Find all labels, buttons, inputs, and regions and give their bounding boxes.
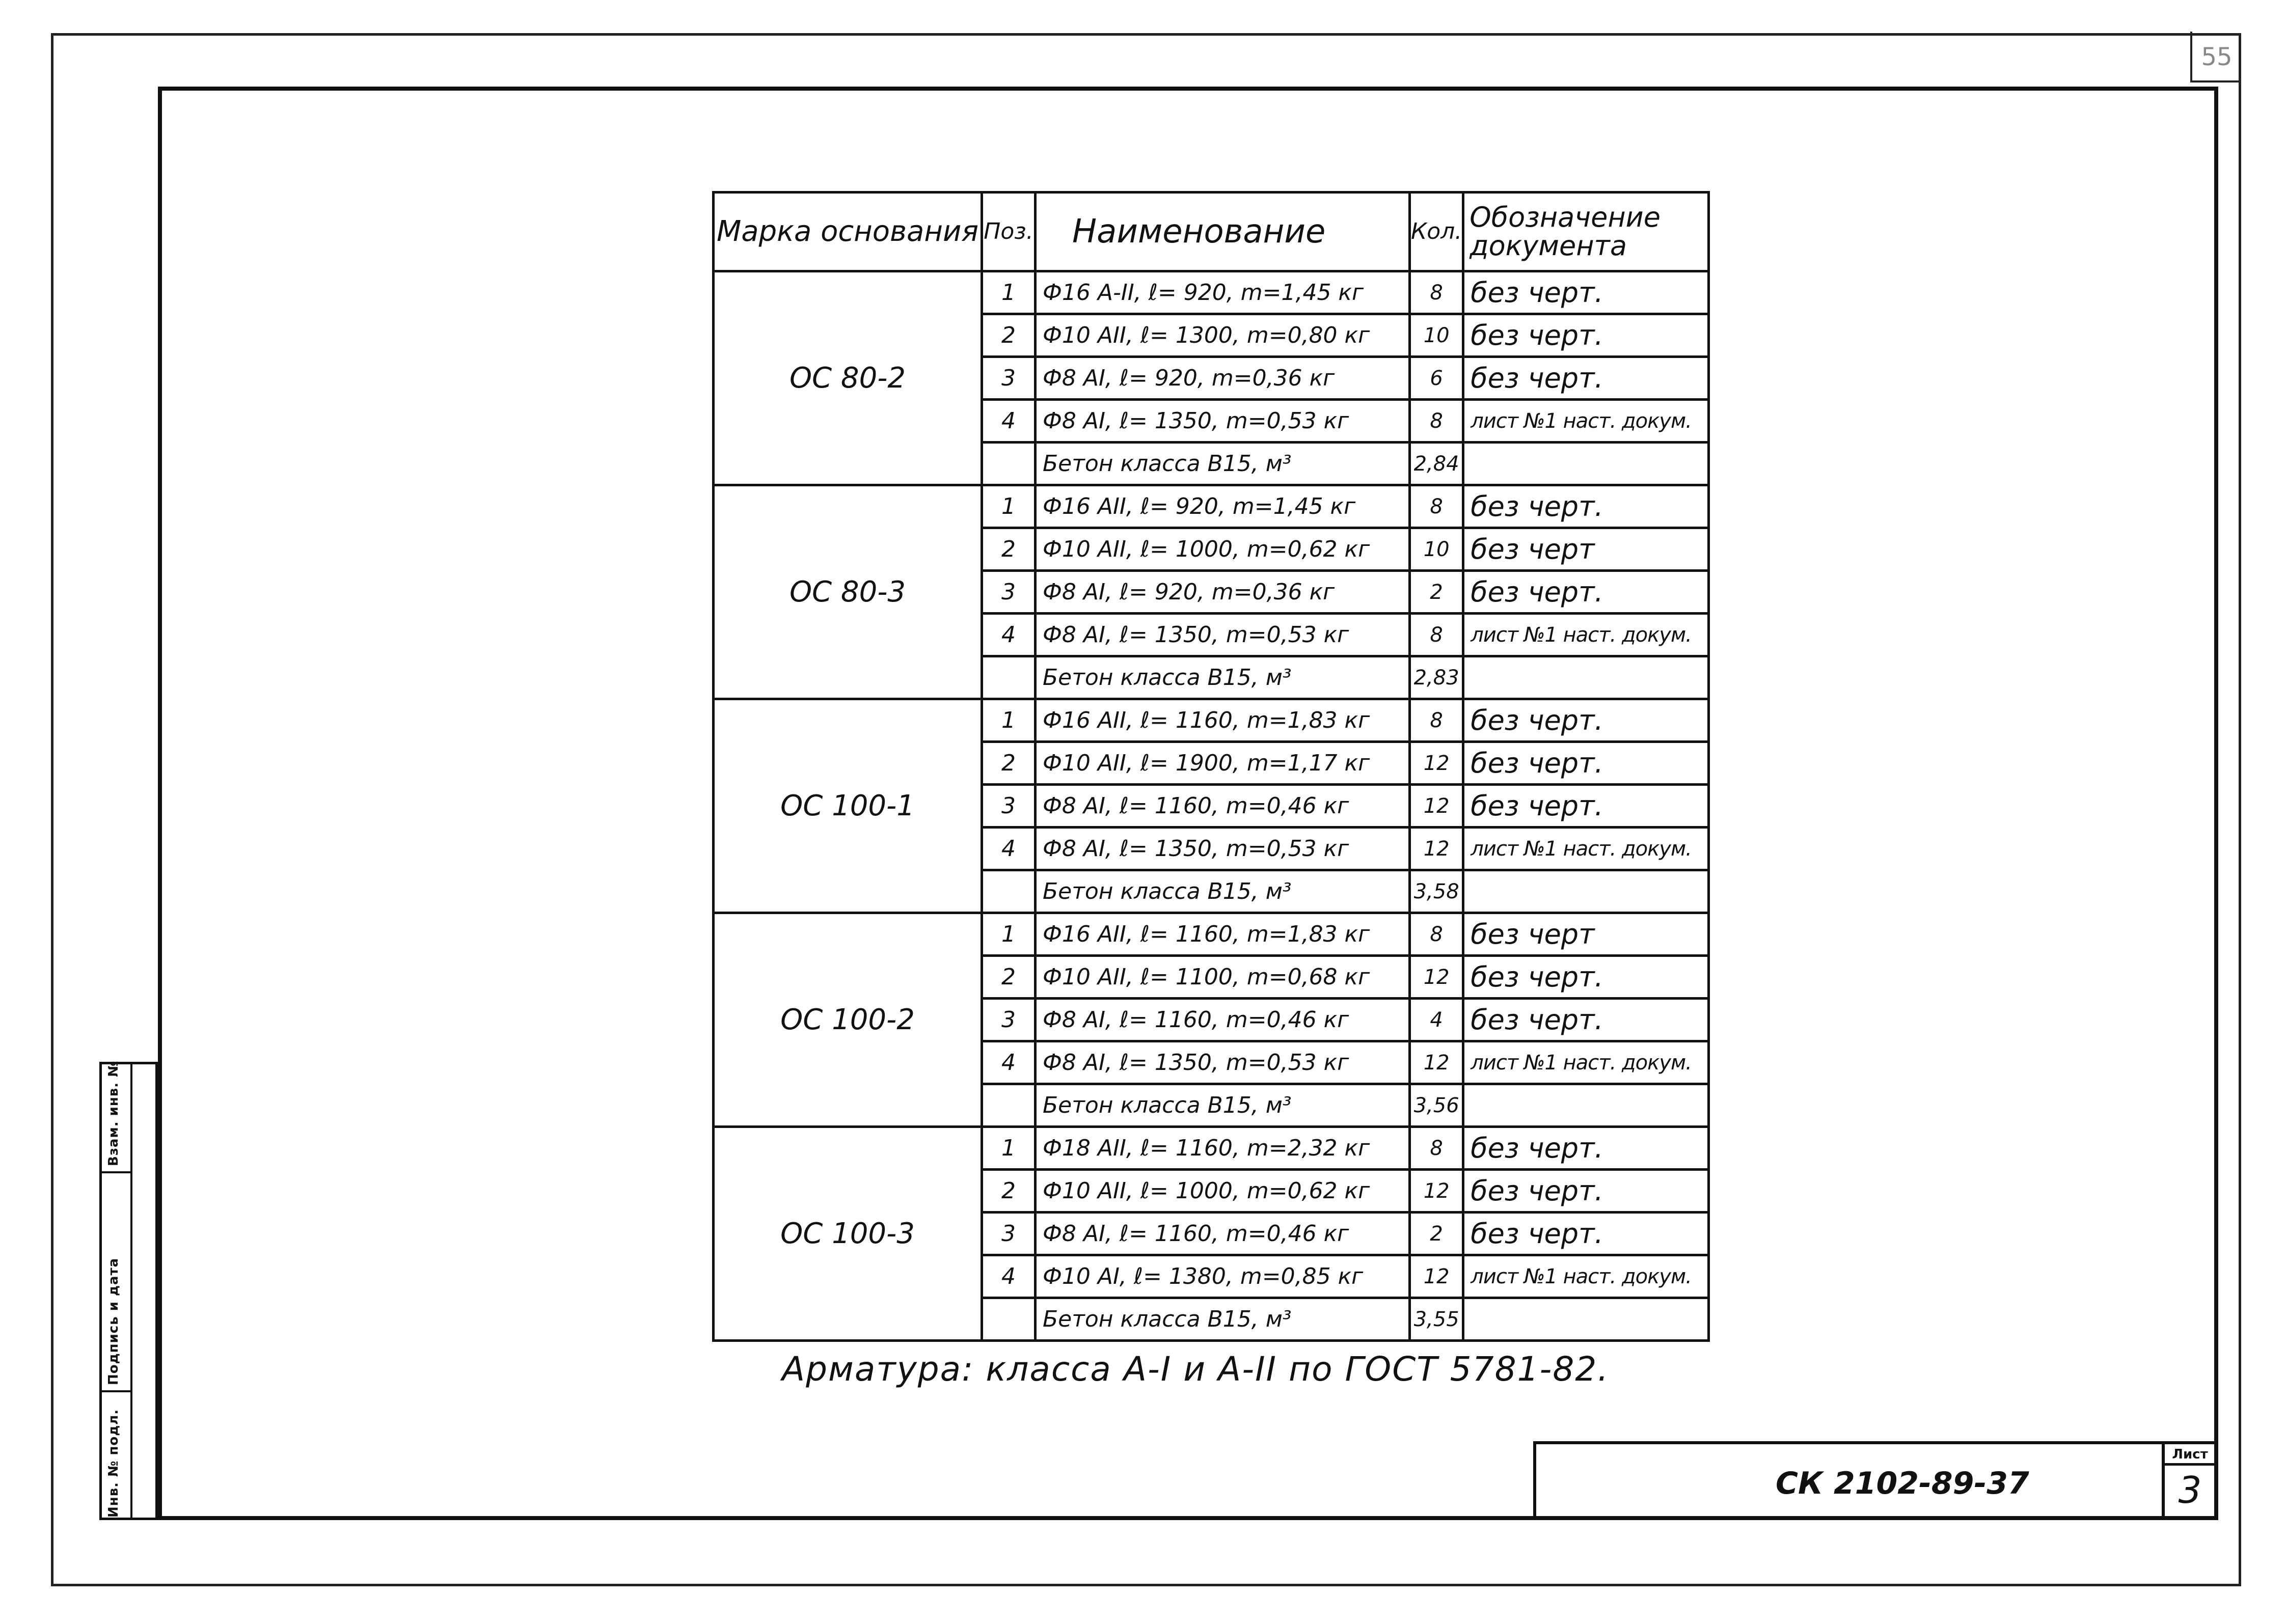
name-cell: Ф8 АI, ℓ= 1160, m=0,46 кг	[1036, 1213, 1410, 1255]
position-cell	[982, 443, 1036, 485]
position-cell: 1	[982, 271, 1036, 314]
document-cell: без черт.	[1463, 956, 1709, 999]
position-cell: 3	[982, 571, 1036, 614]
quantity-cell: 10	[1410, 314, 1463, 357]
position-cell	[982, 870, 1036, 913]
group-mark: ОС 80-2	[714, 271, 982, 485]
name-cell: Ф10 АII, ℓ= 1000, m=0,62 кг	[1036, 1170, 1410, 1213]
quantity-cell: 8	[1410, 485, 1463, 528]
concrete-volume-cell: 2,83	[1410, 656, 1463, 699]
position-cell: 2	[982, 528, 1036, 571]
document-cell	[1463, 1084, 1709, 1127]
document-cell: без черт.	[1463, 485, 1709, 528]
position-cell: 4	[982, 1255, 1036, 1298]
quantity-cell: 12	[1410, 828, 1463, 870]
document-cell: без черт.	[1463, 271, 1709, 314]
name-cell: Ф10 АII, ℓ= 1900, m=1,17 кг	[1036, 742, 1410, 785]
document-cell: лист №1 наст. докум.	[1463, 828, 1709, 870]
quantity-cell: 2	[1410, 571, 1463, 614]
quantity-cell: 8	[1410, 913, 1463, 956]
quantity-cell: 12	[1410, 742, 1463, 785]
table-row	[714, 271, 1709, 314]
document-cell: без черт.	[1463, 314, 1709, 357]
document-cell: без черт.	[1463, 699, 1709, 742]
document-cell: без черт.	[1463, 1213, 1709, 1255]
name-cell: Ф8 АI, ℓ= 1350, m=0,53 кг	[1036, 828, 1410, 870]
quantity-cell: 8	[1410, 614, 1463, 656]
concrete-name-cell: Бетон класса В15, м³	[1036, 443, 1410, 485]
position-cell: 2	[982, 1170, 1036, 1213]
quantity-cell: 12	[1410, 956, 1463, 999]
group-mark: ОС 80-3	[714, 485, 982, 699]
name-cell: Ф18 АII, ℓ= 1160, m=2,32 кг	[1036, 1127, 1410, 1170]
position-cell: 4	[982, 614, 1036, 656]
name-cell: Ф16 АII, ℓ= 920, m=1,45 кг	[1036, 485, 1410, 528]
table-header-row	[714, 192, 1709, 271]
name-cell: Ф8 АI, ℓ= 1350, m=0,53 кг	[1036, 614, 1410, 656]
group-mark: ОС 100-3	[714, 1127, 982, 1341]
document-cell: без черт.	[1463, 571, 1709, 614]
quantity-cell: 10	[1410, 528, 1463, 571]
quantity-cell: 8	[1410, 400, 1463, 443]
side-label-replace: Взам. инв. №	[106, 1060, 121, 1166]
name-cell: Ф16 АII, ℓ= 1160, m=1,83 кг	[1036, 699, 1410, 742]
group-mark: ОС 100-1	[714, 699, 982, 913]
position-cell: 3	[982, 1213, 1036, 1255]
concrete-name-cell: Бетон класса В15, м³	[1036, 656, 1410, 699]
name-cell: Ф10 АII, ℓ= 1000, m=0,62 кг	[1036, 528, 1410, 571]
name-cell: Ф8 АI, ℓ= 1350, m=0,53 кг	[1036, 400, 1410, 443]
position-cell: 1	[982, 485, 1036, 528]
quantity-cell: 6	[1410, 357, 1463, 400]
header-doc: Обозначение документа	[1463, 192, 1709, 271]
document-cell: без черт.	[1463, 785, 1709, 828]
name-cell: Ф16 А-II, ℓ= 920, m=1,45 кг	[1036, 271, 1410, 314]
position-cell: 3	[982, 999, 1036, 1041]
position-cell: 1	[982, 1127, 1036, 1170]
position-cell: 2	[982, 742, 1036, 785]
concrete-name-cell: Бетон класса В15, м³	[1036, 870, 1410, 913]
position-cell: 1	[982, 913, 1036, 956]
position-cell: 3	[982, 357, 1036, 400]
quantity-cell: 12	[1410, 1041, 1463, 1084]
name-cell: Ф8 АI, ℓ= 1350, m=0,53 кг	[1036, 1041, 1410, 1084]
header-pos: Поз.	[982, 192, 1036, 271]
document-cell: лист №1 наст. докум.	[1463, 614, 1709, 656]
document-cell: без черт	[1463, 528, 1709, 571]
document-cell	[1463, 656, 1709, 699]
position-cell: 4	[982, 1041, 1036, 1084]
document-cell	[1463, 870, 1709, 913]
concrete-volume-cell: 3,56	[1410, 1084, 1463, 1127]
group-mark: ОС 100-2	[714, 913, 982, 1127]
quantity-cell: 12	[1410, 1170, 1463, 1213]
position-cell: 2	[982, 314, 1036, 357]
name-cell: Ф10 АI, ℓ= 1380, m=0,85 кг	[1036, 1255, 1410, 1298]
position-cell: 4	[982, 400, 1036, 443]
header-qty: Кол.	[1410, 192, 1463, 271]
position-cell: 4	[982, 828, 1036, 870]
concrete-volume-cell: 3,58	[1410, 870, 1463, 913]
quantity-cell: 8	[1410, 271, 1463, 314]
document-cell: без черт.	[1463, 999, 1709, 1041]
document-cell: без черт	[1463, 913, 1709, 956]
name-cell: Ф8 АI, ℓ= 920, m=0,36 кг	[1036, 357, 1410, 400]
header-name: Наименование	[1036, 192, 1410, 271]
name-cell: Ф16 АII, ℓ= 1160, m=1,83 кг	[1036, 913, 1410, 956]
side-label-inv: Инв. № подл.	[106, 1409, 121, 1518]
table-row	[714, 699, 1709, 742]
side-label-signature: Подпись и дата	[106, 1257, 121, 1385]
table-row	[714, 485, 1709, 528]
position-cell: 3	[982, 785, 1036, 828]
sheet-label: Лист	[2165, 1444, 2215, 1466]
reinforcement-note: Арматура: класса А-I и А-II по ГОСТ 5781-82.	[782, 1350, 1610, 1389]
header-mark: Марка основания	[714, 192, 982, 271]
title-block	[1533, 1441, 2218, 1520]
position-cell	[982, 656, 1036, 699]
table-row	[714, 913, 1709, 956]
document-cell: без черт.	[1463, 357, 1709, 400]
document-code: СК 2102-89-37	[1776, 1466, 2029, 1501]
name-cell: Ф8 АI, ℓ= 1160, m=0,46 кг	[1036, 999, 1410, 1041]
quantity-cell: 8	[1410, 1127, 1463, 1170]
table-row	[714, 1127, 1709, 1170]
concrete-name-cell: Бетон класса В15, м³	[1036, 1084, 1410, 1127]
name-cell: Ф8 АI, ℓ= 1160, m=0,46 кг	[1036, 785, 1410, 828]
quantity-cell: 8	[1410, 699, 1463, 742]
document-cell	[1463, 443, 1709, 485]
side-stamp	[99, 1062, 158, 1520]
table-body	[714, 271, 1709, 1341]
concrete-volume-cell: 3,55	[1410, 1298, 1463, 1341]
document-cell: без черт.	[1463, 742, 1709, 785]
position-cell: 2	[982, 956, 1036, 999]
sheet-number: 3	[2178, 1469, 2202, 1511]
name-cell: Ф10 АII, ℓ= 1300, m=0,80 кг	[1036, 314, 1410, 357]
document-cell: без черт.	[1463, 1170, 1709, 1213]
quantity-cell: 12	[1410, 1255, 1463, 1298]
name-cell: Ф8 АI, ℓ= 920, m=0,36 кг	[1036, 571, 1410, 614]
position-cell	[982, 1298, 1036, 1341]
corner-page-number: 55	[2190, 32, 2241, 82]
quantity-cell: 12	[1410, 785, 1463, 828]
document-cell: лист №1 наст. докум.	[1463, 400, 1709, 443]
position-cell	[982, 1084, 1036, 1127]
position-cell: 1	[982, 699, 1036, 742]
document-cell: лист №1 наст. докум.	[1463, 1041, 1709, 1084]
name-cell: Ф10 АII, ℓ= 1100, m=0,68 кг	[1036, 956, 1410, 999]
specification-table	[712, 191, 1710, 1342]
quantity-cell: 2	[1410, 1213, 1463, 1255]
sheet-box	[2162, 1444, 2215, 1517]
document-cell: без черт.	[1463, 1127, 1709, 1170]
concrete-volume-cell: 2,84	[1410, 443, 1463, 485]
document-cell: лист №1 наст. докум.	[1463, 1255, 1709, 1298]
document-cell	[1463, 1298, 1709, 1341]
quantity-cell: 4	[1410, 999, 1463, 1041]
concrete-name-cell: Бетон класса В15, м³	[1036, 1298, 1410, 1341]
